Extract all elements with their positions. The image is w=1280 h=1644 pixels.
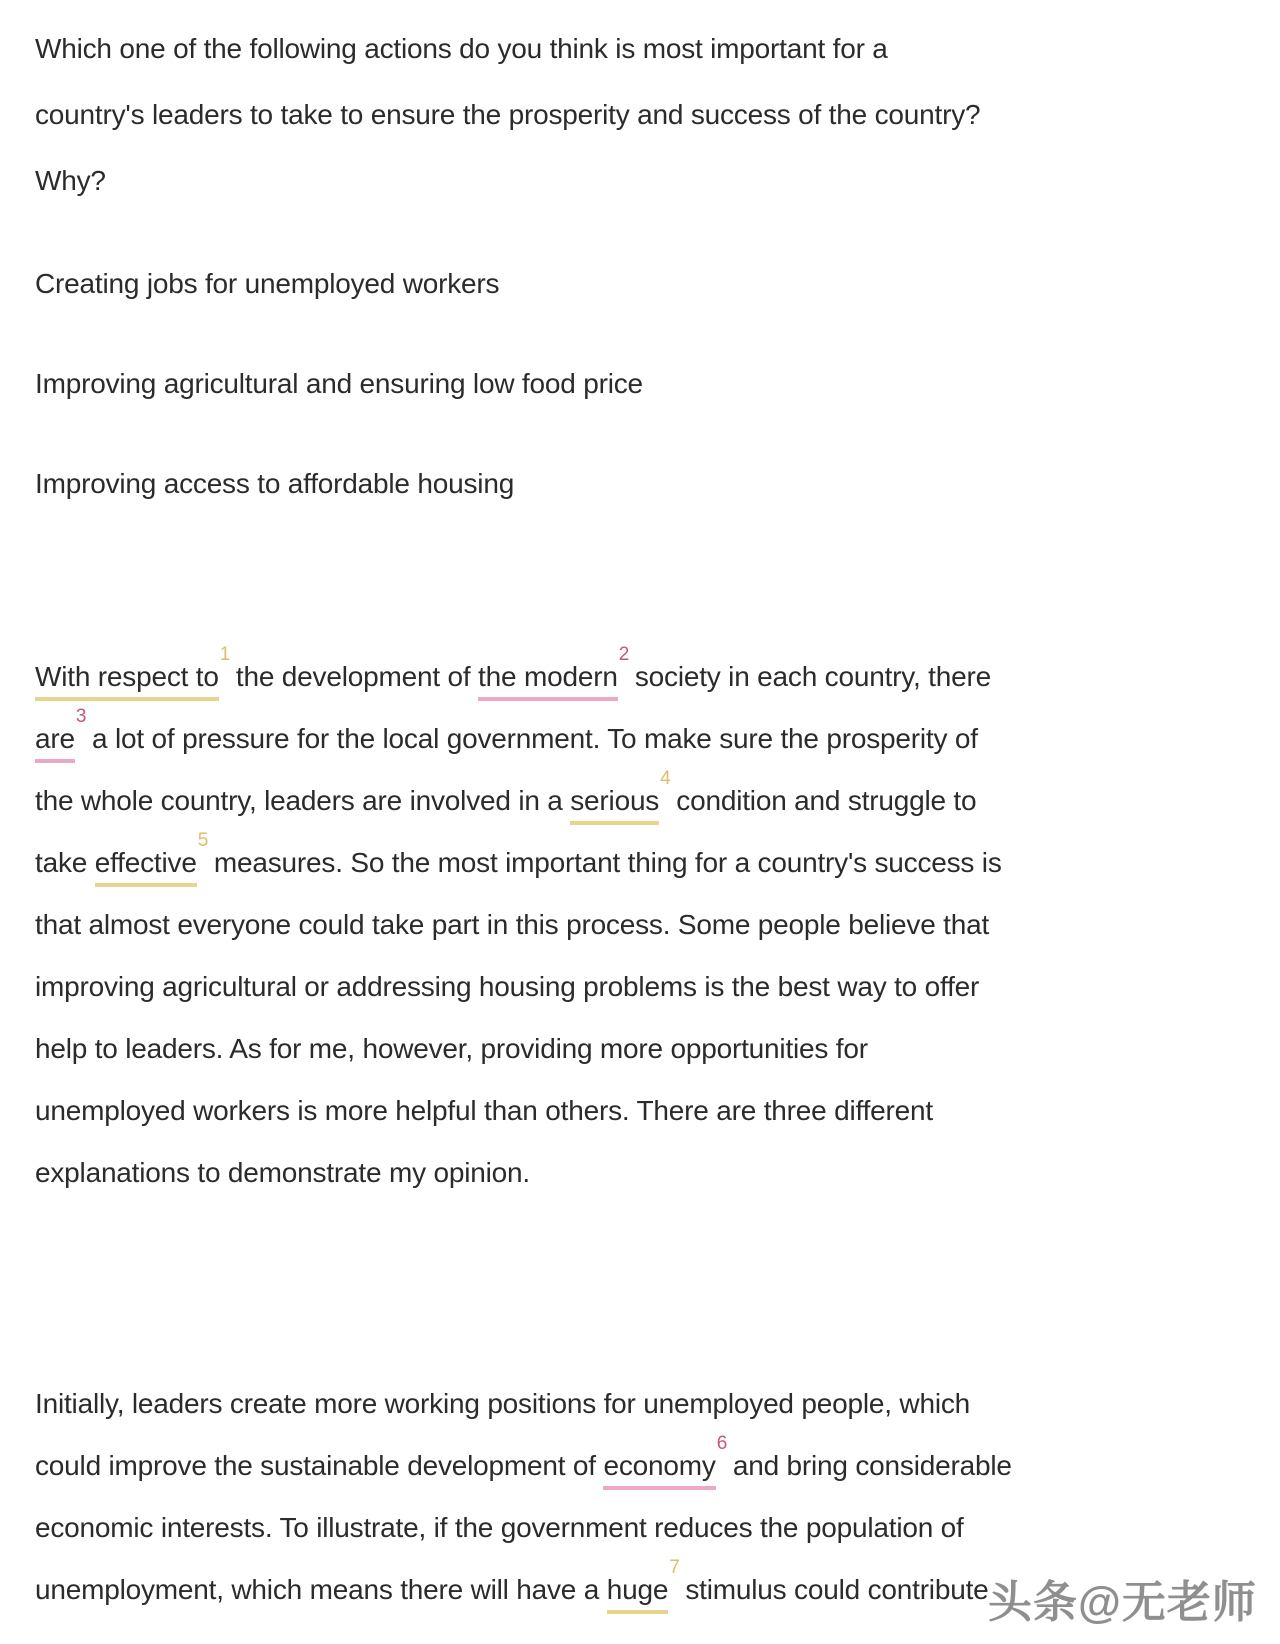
text-segment: improving agricultural or addressing housing problems is the best way to offer (35, 971, 980, 1002)
annotated-word[interactable]: are (35, 723, 75, 763)
essay-paragraph-2 (35, 1373, 1240, 1621)
annotated-word[interactable]: With respect to (35, 661, 219, 701)
annotation-marker[interactable]: 3 (75, 705, 87, 727)
text-segment: explanations to demonstrate my opinion. (35, 1157, 530, 1188)
text-line (35, 16, 1240, 82)
text-line (35, 1497, 1240, 1559)
text-segment: condition and struggle to (668, 785, 977, 816)
text-segment: that almost everyone could take part in this process. Some people believe that (35, 909, 990, 940)
text-line (35, 1142, 1240, 1204)
annotated-word[interactable]: economy (603, 1450, 715, 1490)
text-line (35, 334, 1240, 434)
text-line (35, 705, 1240, 770)
text-segment: the development of (228, 661, 479, 692)
text-line (35, 234, 1240, 334)
text-segment: and bring considerable (725, 1450, 1012, 1481)
text-segment: economic interests. To illustrate, if the government reduces the population of (35, 1512, 964, 1543)
text-line (35, 767, 1240, 832)
text-line (35, 956, 1240, 1018)
text-line (35, 829, 1240, 894)
text-segment: Why? (35, 165, 106, 196)
annotated-word[interactable]: effective (95, 847, 197, 887)
text-line (35, 894, 1240, 956)
text-line (35, 643, 1240, 708)
text-segment: the whole country, leaders are involved in a (35, 785, 571, 816)
text-segment: contribute (859, 1574, 989, 1605)
text-segment: Improving agricultural and ensuring low food price (35, 368, 643, 399)
text-segment: unemployment, which means there will have a (35, 1574, 607, 1605)
text-line (35, 1018, 1240, 1080)
annotation-marker[interactable]: 6 (716, 1432, 728, 1454)
prompt-question (35, 16, 1240, 214)
text-segment: Which one of the following actions do you think is most important for a (35, 33, 888, 64)
annotation-marker[interactable]: 7 (669, 1556, 680, 1578)
annotation-marker[interactable]: 5 (197, 829, 209, 851)
text-line (35, 82, 1240, 148)
essay-paragraph-1 (35, 643, 1240, 1204)
prompt-options (35, 234, 1240, 534)
text-segment: Creating jobs for unemployed workers (35, 268, 500, 299)
text-segment: a lot of pressure for the local government. To make sure the prosperity of (84, 723, 978, 754)
annotation-marker[interactable]: 4 (660, 767, 671, 789)
text-segment: society in each country, there (627, 661, 991, 692)
annotated-word[interactable]: the modern (478, 661, 618, 701)
annotated-word[interactable]: huge (607, 1574, 669, 1614)
text-line (35, 1373, 1240, 1435)
text-segment: unemployed workers is more helpful than others. There are three different (35, 1095, 933, 1126)
text-segment: take (35, 847, 95, 878)
text-line (35, 148, 1240, 214)
annotation-marker[interactable]: 1 (219, 643, 231, 665)
text-segment: stimulus could (677, 1574, 860, 1605)
annotated-word[interactable]: serious (570, 785, 659, 825)
text-line (35, 1556, 1240, 1621)
annotation-marker[interactable]: 2 (618, 643, 630, 665)
text-segment: Improving access to affordable housing (35, 468, 515, 499)
text-segment: Initially, leaders create more working positions for unemployed people, which (35, 1388, 971, 1419)
text-line (35, 434, 1240, 534)
text-line (35, 1080, 1240, 1142)
text-segment: measures. So the most important thing for a country's success is (206, 847, 1002, 878)
text-segment: country's leaders to take to ensure the prosperity and success of the country? (35, 99, 981, 130)
text-line (35, 1432, 1240, 1497)
text-segment: could improve the sustainable development of (35, 1450, 604, 1481)
watermark: 头条@无老师 (988, 1578, 1257, 1627)
text-segment: help to leaders. As for me, however, providing more opportunities for (35, 1033, 868, 1064)
